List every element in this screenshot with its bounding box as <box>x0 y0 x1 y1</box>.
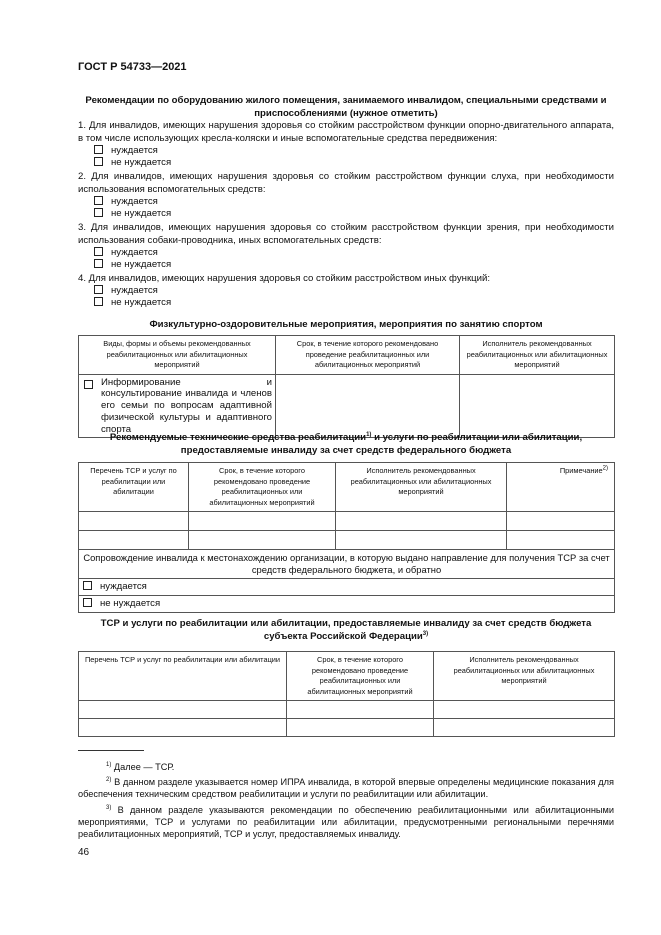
checkbox-icon[interactable] <box>94 247 103 256</box>
table-cell[interactable] <box>276 374 460 438</box>
sports-title: Физкультурно-оздоровительные мероприятия, мероприятия по занятию спортом <box>149 319 543 330</box>
checkbox-icon[interactable] <box>94 297 103 306</box>
housing-item-1-option-yes[interactable] <box>94 145 158 157</box>
table-cell[interactable] <box>434 719 615 737</box>
escort-option-yes[interactable] <box>79 579 615 596</box>
federal-title-part2: и услуги по реабилитации или абилитации, предоставляемые инвалиду за счет средств федерального бюджета <box>180 432 583 456</box>
footnote-2 <box>78 776 614 800</box>
housing-item-4-option-no[interactable] <box>94 297 171 309</box>
option-label: не нуждается <box>111 297 172 308</box>
housing-item-1-text: 1. Для инвалидов, имеющих нарушения здоровья со стойким расстройством функции опорно-двигательного аппарата, в том числе использующих кресла-коляски и иные вспомогательные средства передвижения: <box>78 120 614 144</box>
housing-item-4-text: 4. Для инвалидов, имеющих нарушения здоровья со стойким расстройством иных функций: <box>78 273 491 284</box>
option-label: нуждается <box>111 196 158 207</box>
table-row <box>79 719 615 737</box>
housing-item-3-option-no[interactable] <box>94 259 171 271</box>
option-label: не нуждается <box>111 208 172 219</box>
housing-item-2-text: 2. Для инвалидов, имеющих нарушения здоровья со стойким расстройством функции слуха, при необходимости использования вспомогательных средств: <box>78 171 614 195</box>
table-cell[interactable] <box>79 701 287 719</box>
federal-table <box>78 462 615 613</box>
housing-item-3-option-yes[interactable] <box>94 247 158 259</box>
option-label: нуждается <box>111 247 158 258</box>
footnote-text: В данном разделе указывается номер ИПРА инвалида, в которой впервые определены медицинские показания для обеспечения техническим средством реабилитации и услуги по реабилитации или абилитации. <box>78 777 614 799</box>
checkbox-icon[interactable] <box>94 157 103 166</box>
sports-row-cell <box>79 374 276 438</box>
footnote-divider <box>78 750 144 751</box>
regional-col-term: Срок, в течение которого рекомендовано проведение реабилитационных или абилитационных мероприятий <box>287 652 434 701</box>
sports-row-text: Информирование и консультирование инвалида и членов его семьи по вопросам адаптивной физической культуры и адаптивного спорта <box>101 376 272 435</box>
table-cell[interactable] <box>189 512 336 531</box>
sports-col-types: Виды, формы и объемы рекомендованных реабилитационных или абилитационных мероприятий <box>79 336 276 375</box>
checkbox-icon[interactable] <box>94 196 103 205</box>
regional-title <box>98 618 594 643</box>
regional-col-list: Перечень ТСР и услуг по реабилитации или абилитации <box>79 652 287 701</box>
table-row <box>79 531 615 550</box>
housing-title: Рекомендации по оборудованию жилого помещения, занимаемого инвалидом, специальными средствами и приспособлениями (нужное отметить) <box>85 95 607 119</box>
footnote-ref-3: 3) <box>422 630 429 637</box>
table-cell[interactable] <box>336 512 507 531</box>
regional-col-executor: Исполнитель рекомендованных реабилитационных или абилитационных мероприятий <box>434 652 615 701</box>
table-row <box>79 512 615 531</box>
option-label: не нуждается <box>111 157 172 168</box>
footnote-mark: 2) <box>106 776 112 783</box>
option-label: нуждается <box>111 145 158 156</box>
checkbox-icon[interactable] <box>94 208 103 217</box>
sports-col-executor: Исполнитель рекомендованных реабилитационных или абилитационных мероприятий <box>460 336 615 375</box>
federal-col-term: Срок, в течение которого рекомендовано проведение реабилитационных или абилитационных мероприятий <box>189 463 336 512</box>
table-cell[interactable] <box>189 531 336 550</box>
footnote-3 <box>78 804 614 840</box>
regional-title-text: ТСР и услуги по реабилитации или абилитации, предоставляемые инвалиду за счет средств бюджета субъекта Российской Федерации <box>100 618 592 642</box>
table-cell[interactable] <box>507 512 615 531</box>
federal-col-executor: Исполнитель рекомендованных реабилитационных или абилитационных мероприятий <box>336 463 507 512</box>
federal-col-list: Перечень ТСР и услуг по реабилитации или абилитации <box>79 463 189 512</box>
table-row <box>79 596 615 613</box>
housing-item-1-option-no[interactable] <box>94 157 171 169</box>
standard-code: ГОСТ Р 54733—2021 <box>78 61 187 73</box>
table-cell[interactable] <box>79 531 189 550</box>
table-row <box>79 374 615 438</box>
footnote-ref-1: 1) <box>366 431 372 438</box>
page-number: 46 <box>78 847 90 858</box>
table-cell[interactable] <box>287 719 434 737</box>
table-cell[interactable] <box>79 512 189 531</box>
footnote-mark: 1) <box>106 761 112 768</box>
footnote-ref-2: 2) <box>602 465 608 472</box>
escort-text: Сопровождение инвалида к местонахождению организации, в которую выдано направление для получения ТСР за счет средств федерального бюджета, и обратно <box>79 550 615 579</box>
sports-table <box>78 335 615 438</box>
table-cell[interactable] <box>287 701 434 719</box>
table-row <box>79 550 615 579</box>
table-cell[interactable] <box>460 374 615 438</box>
table-cell[interactable] <box>336 531 507 550</box>
escort-option-no[interactable] <box>79 596 615 613</box>
checkbox-icon[interactable] <box>84 380 93 389</box>
footnote-mark: 3) <box>106 804 112 811</box>
option-label: не нуждается <box>100 598 161 609</box>
option-label: нуждается <box>100 581 147 592</box>
housing-item-2-option-yes[interactable] <box>94 196 158 208</box>
table-row <box>79 701 615 719</box>
housing-item-3-text: 3. Для инвалидов, имеющих нарушения здоровья со стойким расстройством функции зрения, при необходимости использования собаки-проводника, иных вспомогательных средств: <box>78 222 614 246</box>
federal-col-note-label: Примечание <box>559 466 603 475</box>
federal-title <box>78 432 614 457</box>
checkbox-icon[interactable] <box>94 259 103 268</box>
checkbox-icon[interactable] <box>94 285 103 294</box>
housing-item-2-option-no[interactable] <box>94 208 171 220</box>
regional-table <box>78 651 615 737</box>
table-cell[interactable] <box>434 701 615 719</box>
option-label: нуждается <box>111 285 158 296</box>
footnote-text: Далее — ТСР. <box>111 762 175 772</box>
checkbox-icon[interactable] <box>83 598 92 607</box>
federal-title-part1: Рекомендуемые технические средства реабилитации <box>109 432 367 443</box>
sports-col-term: Срок, в течение которого рекомендовано проведение реабилитационных или абилитационных мероприятий <box>276 336 460 375</box>
housing-item-4-option-yes[interactable] <box>94 285 158 297</box>
option-label: не нуждается <box>111 259 172 270</box>
footnote-1 <box>78 761 614 773</box>
table-cell[interactable] <box>507 531 615 550</box>
table-row <box>79 579 615 596</box>
federal-col-note <box>507 463 615 512</box>
footnote-text: В данном разделе указываются рекомендации по обеспечению реабилитационными или абилитационными мероприятиями, ТСР и услугами по реабилитации или абилитации, предусмотренными региональными перечнями реабилитационных мероприятий, ТСР и услуг, предоставляемых инвалиду. <box>78 805 614 839</box>
checkbox-icon[interactable] <box>94 145 103 154</box>
checkbox-icon[interactable] <box>83 581 92 590</box>
table-cell[interactable] <box>79 719 287 737</box>
